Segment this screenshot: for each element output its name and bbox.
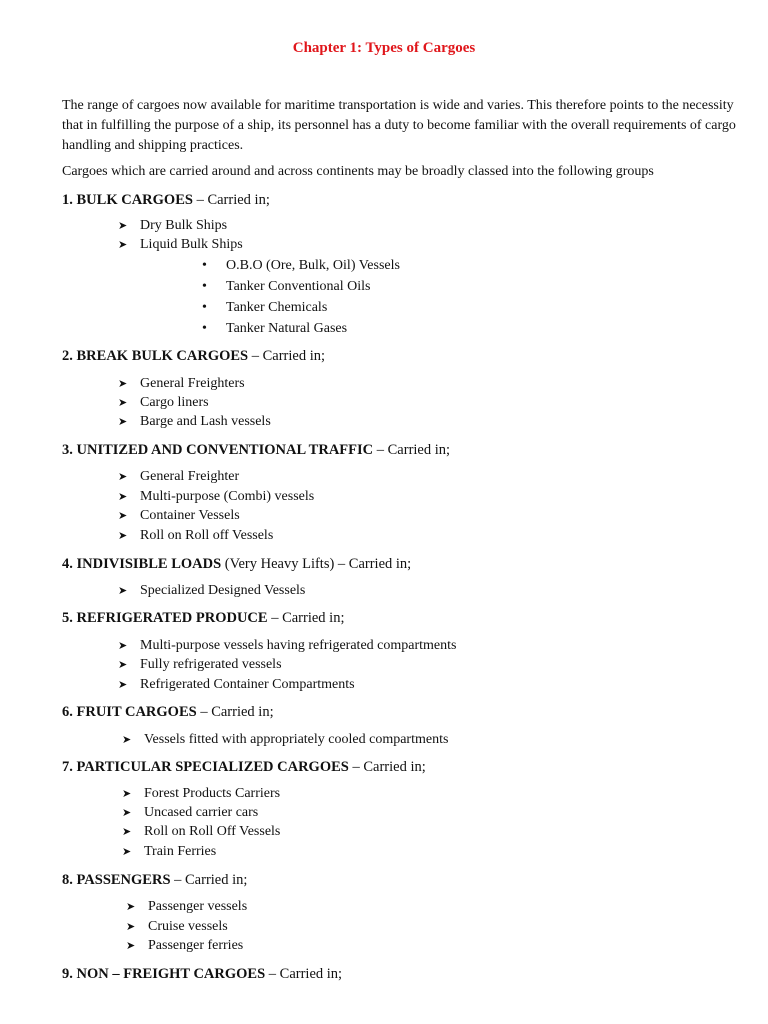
arrow-bullet-icon: ➤: [118, 491, 128, 503]
list-item: ➤ Cargo liners: [118, 393, 209, 413]
arrow-bullet-icon: ➤: [118, 416, 128, 428]
section-number-title: 3. UNITIZED AND CONVENTIONAL TRAFFIC: [62, 442, 374, 458]
list-item: ➤ General Freighter: [118, 467, 239, 487]
section-suffix: (Very Heavy Lifts) – Carried in;: [221, 556, 412, 572]
chapter-title: Chapter 1: Types of Cargoes: [292, 40, 476, 56]
list-item: ➤ Uncased carrier cars: [122, 803, 258, 823]
section-heading-particular-specialized-cargoes: [62, 757, 426, 777]
section-suffix: – Carried in;: [170, 872, 248, 888]
list-item: ➤ Fully refrigerated vessels: [118, 655, 282, 675]
list-item: ➤ Train Ferries: [122, 842, 216, 862]
round-bullet-icon: •: [202, 321, 207, 336]
section-number-title: 7. PARTICULAR SPECIALIZED CARGOES: [62, 759, 349, 775]
list-item: ➤ Cruise vessels: [126, 917, 228, 937]
arrow-bullet-icon: ➤: [118, 220, 128, 232]
arrow-bullet-icon: ➤: [126, 921, 136, 933]
round-bullet-icon: •: [202, 300, 207, 315]
section-heading-non-freight-cargoes: [62, 964, 342, 984]
arrow-bullet-icon: ➤: [118, 530, 128, 542]
arrow-bullet-icon: ➤: [118, 378, 128, 390]
section-heading-unitized-traffic: [62, 440, 450, 460]
section-number-title: 6. FRUIT CARGOES: [62, 704, 197, 720]
section-number-title: 2. BREAK BULK CARGOES: [62, 348, 249, 364]
section-heading-refrigerated-produce: [62, 608, 345, 628]
arrow-bullet-icon: ➤: [118, 239, 128, 251]
list-item: ➤ Passenger vessels: [126, 897, 247, 917]
list-item: ➤ Barge and Lash vessels: [118, 412, 271, 432]
arrow-bullet-icon: ➤: [118, 510, 128, 522]
section-heading-bulk-cargoes: [62, 190, 270, 210]
list-item: ➤ Roll on Roll off Vessels: [118, 526, 273, 546]
section-suffix: – Carried in;: [348, 759, 426, 775]
section-heading-indivisible-loads: [62, 554, 411, 574]
section-number-title: 5. REFRIGERATED PRODUCE: [62, 610, 268, 626]
section-suffix: – Carried in;: [196, 704, 274, 720]
list-item: ➤ Container Vessels: [118, 506, 240, 526]
section-suffix: – Carried in;: [373, 442, 451, 458]
sub-list-item: • Tanker Conventional Oils: [202, 277, 370, 297]
arrow-bullet-icon: ➤: [122, 826, 132, 838]
sub-list-item: • O.B.O (Ore, Bulk, Oil) Vessels: [202, 256, 400, 276]
arrow-bullet-icon: ➤: [118, 679, 128, 691]
arrow-bullet-icon: ➤: [118, 659, 128, 671]
sub-list-item: • Tanker Natural Gases: [202, 319, 347, 339]
arrow-bullet-icon: ➤: [118, 471, 128, 483]
list-item: ➤ Multi-purpose (Combi) vessels: [118, 487, 314, 507]
section-number-title: 9. NON – FREIGHT CARGOES: [62, 966, 266, 982]
list-item: ➤ Forest Products Carriers: [122, 784, 280, 804]
section-heading-fruit-cargoes: [62, 702, 274, 722]
arrow-bullet-icon: ➤: [122, 788, 132, 800]
round-bullet-icon: •: [202, 279, 207, 294]
section-suffix: – Carried in;: [248, 348, 326, 364]
section-suffix: – Carried in;: [265, 966, 343, 982]
list-item: ➤ Roll on Roll Off Vessels: [122, 822, 280, 842]
section-heading-break-bulk-cargoes: [62, 346, 325, 366]
list-item: ➤ Specialized Designed Vessels: [118, 581, 305, 601]
list-item: ➤ General Freighters: [118, 374, 245, 394]
section-number-title: 1. BULK CARGOES: [62, 192, 193, 208]
section-number-title: 4. INDIVISIBLE LOADS: [62, 556, 222, 572]
arrow-bullet-icon: ➤: [118, 640, 128, 652]
arrow-bullet-icon: ➤: [118, 585, 128, 597]
section-heading-passengers: [62, 870, 247, 890]
list-item: ➤ Dry Bulk Ships: [118, 216, 227, 236]
sub-list-item: • Tanker Chemicals: [202, 298, 327, 318]
section-suffix: – Carried in;: [192, 192, 270, 208]
list-item: ➤ Vessels fitted with appropriately cooled compartments: [122, 730, 448, 750]
intro-groups-paragraph: Cargoes which are carried around and across continents may be broadly classed into the following groups: [62, 164, 654, 179]
list-item: ➤ Passenger ferries: [126, 936, 243, 956]
list-item: ➤ Refrigerated Container Compartments: [118, 675, 355, 695]
arrow-bullet-icon: ➤: [122, 734, 132, 746]
section-number-title: 8. PASSENGERS: [62, 872, 171, 888]
arrow-bullet-icon: ➤: [122, 807, 132, 819]
intro-paragraph: The range of cargoes now available for maritime transportation is wide and varies. This therefore points to the necessity that in fulfilling the purpose of a ship, its personnel has a duty to become familiar with the overall requirements of cargo handling and shipping practices.: [62, 98, 736, 153]
arrow-bullet-icon: ➤: [126, 901, 136, 913]
list-item: ➤ Multi-purpose vessels having refrigerated compartments: [118, 636, 456, 656]
arrow-bullet-icon: ➤: [122, 846, 132, 858]
arrow-bullet-icon: ➤: [126, 940, 136, 952]
arrow-bullet-icon: ➤: [118, 397, 128, 409]
round-bullet-icon: •: [202, 258, 207, 273]
list-item: ➤ Liquid Bulk Ships: [118, 235, 243, 255]
section-suffix: – Carried in;: [267, 610, 345, 626]
